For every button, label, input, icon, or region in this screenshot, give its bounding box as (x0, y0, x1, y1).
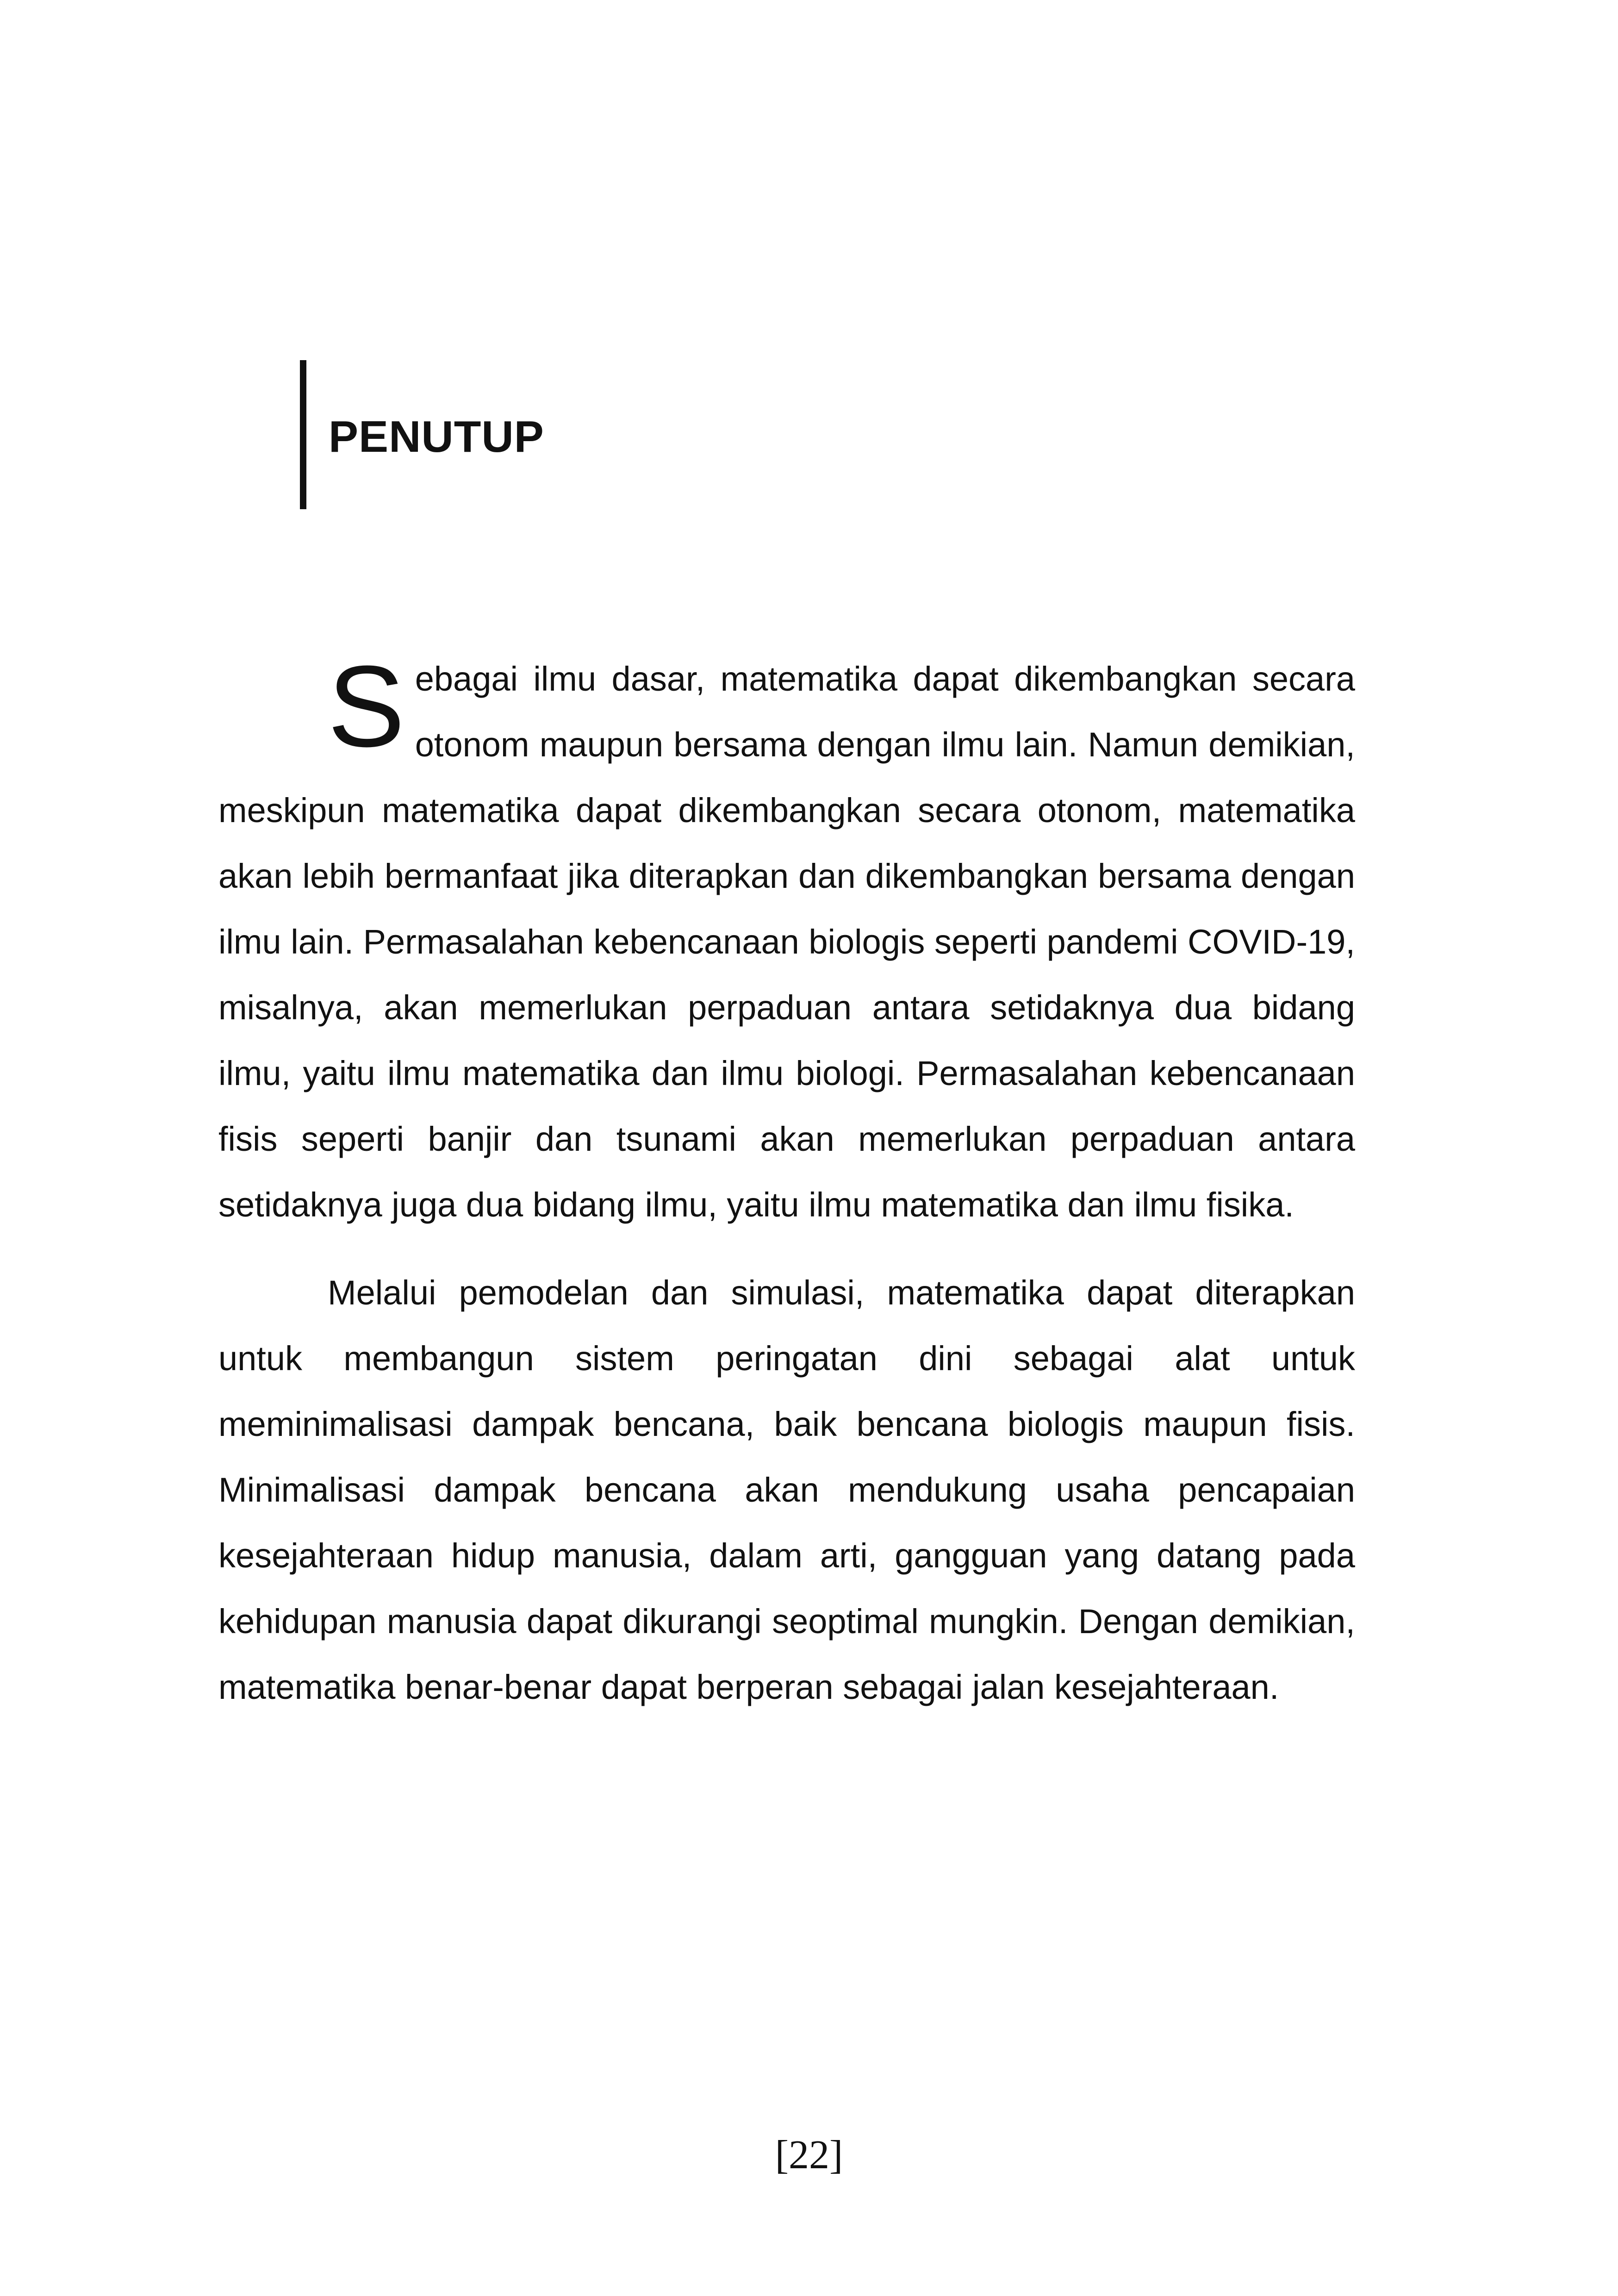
paragraph-1 (218, 642, 1355, 1238)
paragraph-1-text: ebagai ilmu dasar, matematika dapat dikembangkan secara otonom maupun bersama dengan ilmu lain. Namun demikian, meskipun matematika dapat dikembangkan secara otonom, matematika akan lebih bermanfaat jika diterapkan dan dikembangkan bersama dengan ilmu lain. Permasalahan kebencanaan biologis seperti pandemi COVID-19, misalnya, akan memerlukan perpaduan antara setidaknya dua bidang ilmu, yaitu ilmu matematika dan ilmu biologi. Permasalahan kebencanaan fisis seperti banjir dan tsunami akan memerlukan perpaduan antara setidaknya juga dua bidang ilmu, yaitu ilmu matematika dan ilmu fisika. (218, 660, 1355, 1224)
body-text (218, 642, 1355, 1720)
chapter-title: PENUTUP (329, 412, 544, 462)
paragraph-2: Melalui pemodelan dan simulasi, matematika dapat diterapkan untuk membangun sistem peringatan dini sebagai alat untuk meminimalisasi dampak bencana, baik bencana biologis maupun fisis. Minimalisasi dampak bencana akan mendukung usaha pencapaian kesejahteraan hidup manusia, dalam arti, gangguan yang datang pada kehidupan manusia dapat dikurangi seoptimal mungkin. Dengan demikian, matematika benar-benar dapat berperan sebagai jalan kesejahteraan. (218, 1273, 1355, 1706)
drop-cap: S (328, 642, 405, 771)
page-number: [22] (775, 2133, 843, 2177)
heading-vertical-rule (300, 360, 306, 509)
